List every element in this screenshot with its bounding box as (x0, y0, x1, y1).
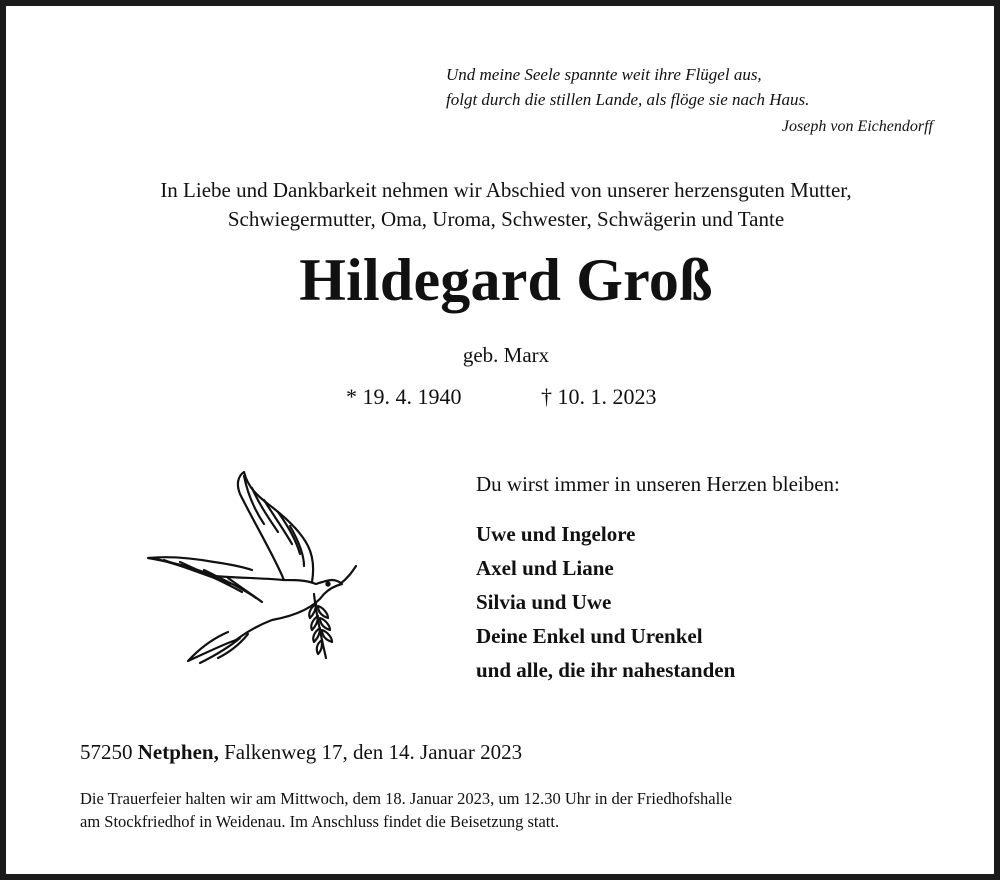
mourner-entry: Uwe und Ingelore (476, 522, 636, 546)
quote-line: folgt durch die stillen Lande, als flöge sie nach Haus. (446, 90, 810, 109)
funeral-notice (80, 787, 940, 833)
deceased-name: Hildegard Groß (299, 247, 713, 313)
mourner-entry: Axel und Liane (476, 556, 614, 580)
death-date: † 10. 1. 2023 (541, 384, 657, 409)
address-rest: Falkenweg 17, den 14. Januar 2023 (224, 740, 523, 764)
mourner-entry: und alle, die ihr nahestanden (476, 658, 736, 682)
dove-with-branch-icon (144, 466, 364, 671)
address-zip: 57250 (80, 740, 133, 764)
mourners-list (476, 517, 735, 687)
mourner-entry: Deine Enkel und Urenkel (476, 624, 703, 648)
address-line (80, 740, 522, 765)
poem-quote (446, 62, 926, 112)
mourner-entry: Silvia und Uwe (476, 590, 612, 614)
quote-line: Und meine Seele spannte weit ihre Flügel aus, (446, 65, 762, 84)
notice-line: am Stockfriedhof in Weidenau. Im Anschluss findet die Beisetzung statt. (80, 812, 560, 831)
mourners-intro: Du wirst immer in unseren Herzen bleiben: (476, 472, 840, 496)
maiden-name: geb. Marx (462, 343, 550, 367)
intro-text (46, 176, 966, 234)
notice-line: Die Trauerfeier halten wir am Mittwoch, dem 18. Januar 2023, um 12.30 Uhr in der Friedhofshalle (80, 789, 733, 808)
intro-line: Schwiegermutter, Oma, Uroma, Schwester, Schwägerin und Tante (227, 207, 785, 231)
intro-line: In Liebe und Dankbarkeit nehmen wir Abschied von unserer herzensguten Mutter, (160, 178, 852, 202)
quote-author: Joseph von Eichendorff (781, 118, 933, 135)
address-city: Netphen, (137, 740, 219, 764)
birth-date: * 19. 4. 1940 (346, 384, 462, 409)
